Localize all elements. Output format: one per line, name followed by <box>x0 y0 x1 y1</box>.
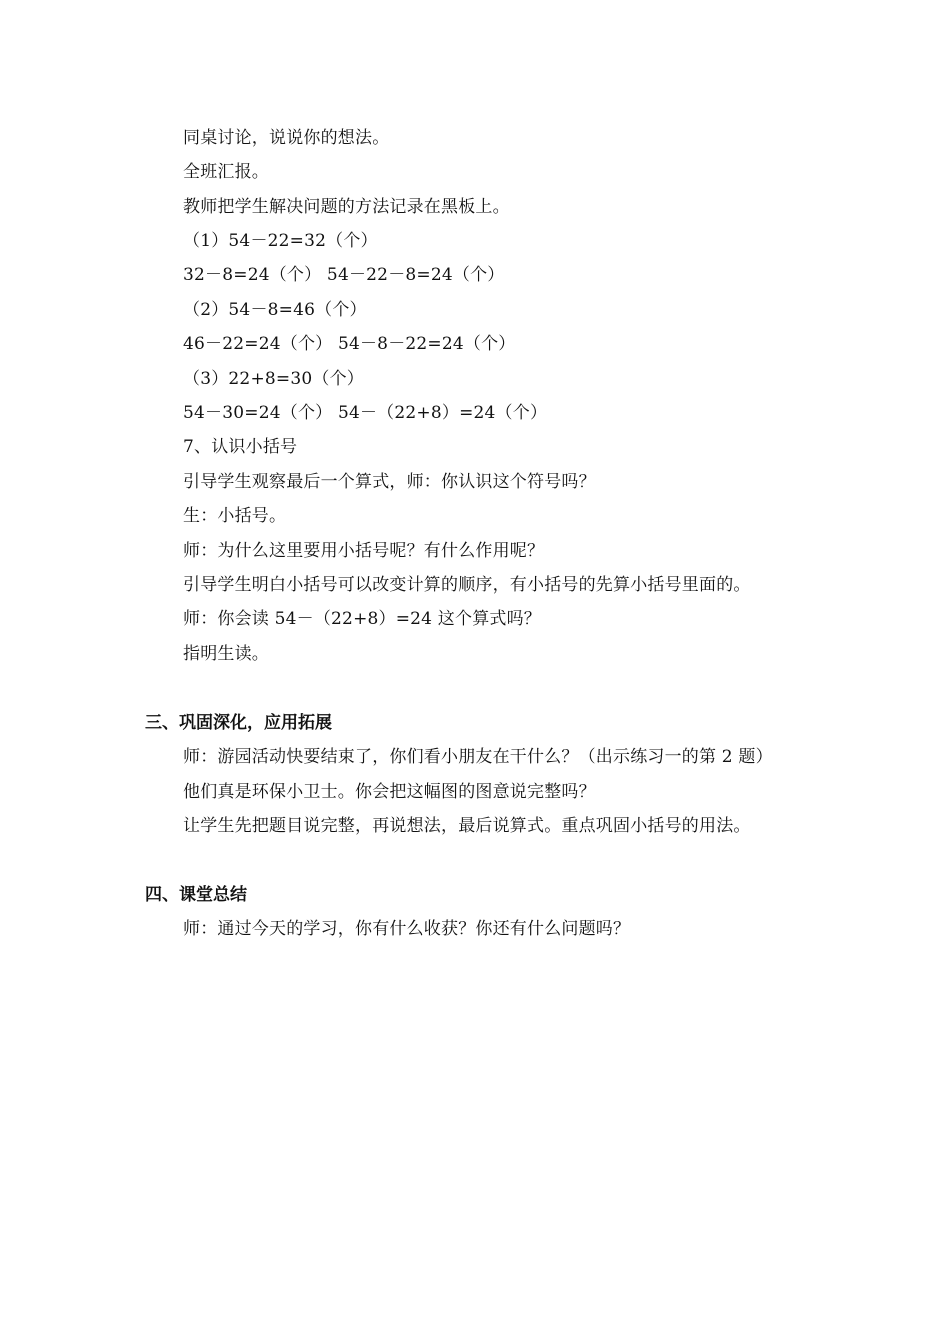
body-line: 教师把学生解决问题的方法记录在黑板上。 <box>183 197 510 217</box>
body-line: 师：游园活动快要结束了，你们看小朋友在干什么？（出示练习一的第 2 题） <box>183 747 773 767</box>
body-line: 引导学生明白小括号可以改变计算的顺序，有小括号的先算小括号里面的。 <box>183 575 751 595</box>
body-line: 指明生读。 <box>183 644 269 664</box>
section-heading: 三、巩固深化，应用拓展 <box>145 713 332 733</box>
equation-line: （1）54－22=32（个） <box>183 231 378 251</box>
body-line: 同桌讨论，说说你的想法。 <box>183 128 390 148</box>
body-line: 全班汇报。 <box>183 162 269 182</box>
equation-line: 32－8=24（个） 54－22－8=24（个） <box>183 265 505 285</box>
body-line: 引导学生观察最后一个算式，师：你认识这个符号吗？ <box>183 472 596 492</box>
body-line: 师：通过今天的学习，你有什么收获？你还有什么问题吗？ <box>183 919 631 939</box>
subheading-line: 7、认识小括号 <box>183 437 298 457</box>
body-line: 生：小括号。 <box>183 506 287 526</box>
equation-line: （2）54－8=46（个） <box>183 300 367 320</box>
body-line: 让学生先把题目说完整，再说想法，最后说算式。重点巩固小括号的用法。 <box>183 816 751 836</box>
equation-line: 46－22=24（个） 54－8－22=24（个） <box>183 334 516 354</box>
equation-line: （3）22+8=30（个） <box>183 369 364 389</box>
body-line: 他们真是环保小卫士。你会把这幅图的图意说完整吗？ <box>183 782 596 802</box>
body-line: 师：你会读 54－（22+8）=24 这个算式吗？ <box>183 609 542 629</box>
section-heading: 四、课堂总结 <box>145 885 247 905</box>
body-line: 师：为什么这里要用小括号呢？有什么作用呢？ <box>183 541 545 561</box>
equation-line: 54－30=24（个） 54－（22+8）=24（个） <box>183 403 548 423</box>
